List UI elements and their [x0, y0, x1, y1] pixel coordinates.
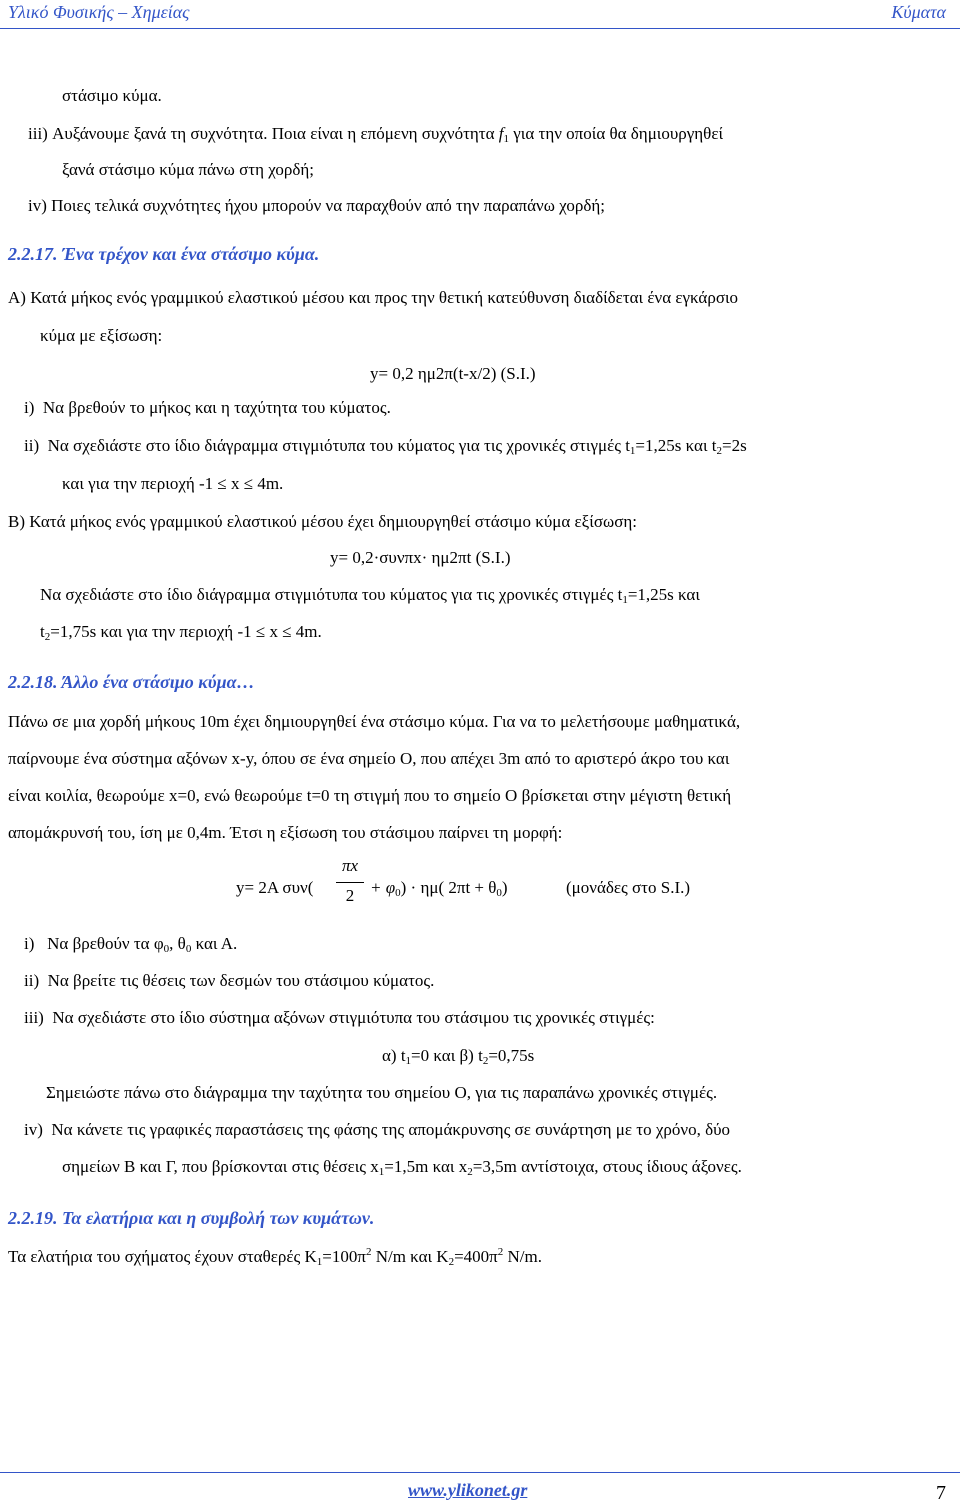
s18-ii — [24, 971, 434, 991]
symbol-f: f — [498, 124, 504, 143]
text: Τα ελατήρια του σχήματος έχουν σταθερές Κ — [8, 1247, 317, 1266]
sub: 2 — [467, 1166, 473, 1178]
s17-i — [24, 398, 391, 418]
text: =3,5m αντίστοιχα, στους ίδιους άξονες. — [472, 1157, 742, 1176]
item-label: iii) — [24, 1008, 44, 1027]
eq-fraction-bar — [336, 882, 364, 883]
text: Να σχεδιάστε στο ίδιο διάγραμμα στιγμιότυπα του κύματος για τις χρονικές στιγμές t — [40, 585, 623, 604]
s18-iii — [24, 1008, 655, 1028]
text: =1,75s και για την περιοχή -1 ≤ x ≤ 4m. — [50, 622, 322, 641]
text: t — [40, 622, 45, 641]
text: Να σχεδιάστε στο ίδιο σύστημα αξόνων στιγμιότυπα του στάσιμου τις χρονικές στιγμές: — [52, 1008, 655, 1027]
text: =400π — [454, 1247, 498, 1266]
text: Ποιες τελικά συχνότητες ήχου μπορούν να παραχθούν από την παραπάνω χορδή; — [51, 196, 605, 215]
text: για την οποία θα δημιουργηθεί — [513, 124, 724, 143]
text: α) t — [382, 1046, 406, 1065]
item-label: ii) — [24, 436, 40, 455]
footer-website-link[interactable]: www.ylikonet.gr — [408, 1480, 528, 1500]
text: =1,5m και x — [384, 1157, 468, 1176]
text: =0,75s — [488, 1046, 535, 1065]
sub: 0 — [395, 887, 401, 899]
text: Να βρεθούν τα φ — [47, 934, 164, 953]
s17-B2 — [40, 585, 700, 605]
s17-eq2: y= 0,2·συνπx· ημ2πt (S.I.) — [330, 548, 511, 567]
item-label: iv) — [28, 196, 47, 215]
text: N/m και Κ — [371, 1247, 449, 1266]
text: N/m. — [503, 1247, 542, 1266]
item-label: i) — [24, 398, 35, 417]
eq-denominator: 2 — [345, 886, 355, 905]
text: =1,25s και — [627, 585, 700, 604]
text: =1,25s και t — [635, 436, 717, 455]
section-title-18: 2.2.18. Άλλο ένα στάσιμο κύμα… — [8, 672, 255, 692]
s18-iv — [24, 1120, 730, 1140]
prev-line0: στάσιμο κύμα. — [62, 86, 162, 105]
sup: 2 — [497, 1246, 504, 1258]
text: + φ — [370, 878, 396, 897]
s18-p2: παίρνουμε ένα σύστημα αξόνων x-y, όπου σε ένα σημείο Ο, που απέχει 3m από το αριστερό άκρο του και — [8, 749, 730, 768]
sub: 0 — [496, 887, 502, 899]
prev-iii-cont: ξανά στάσιμο κύμα πάνω στη χορδή; — [62, 160, 314, 179]
text: και Α. — [195, 934, 238, 953]
s18-p3: είναι κοιλία, θεωρούμε x=0, ενώ θεωρούμε t=0 τη στιγμή που το σημείο Ο βρίσκεται στην μέγιστη θετική — [8, 786, 732, 805]
footer-rule — [0, 1472, 960, 1473]
text: Να βρείτε τις θέσεις των δεσμών του στάσιμου κύματος. — [47, 971, 435, 990]
text: Να βρεθούν το μήκος και η ταχύτητα του κύματος. — [42, 398, 391, 417]
sup: 2 — [365, 1246, 372, 1258]
text: Αυξάνουμε ξανά τη συχνότητα. Ποια είναι η επόμενη συχνότητα — [52, 124, 495, 143]
s18-times — [382, 1046, 534, 1066]
s17-ii-cont: και για την περιοχή -1 ≤ x ≤ 4m. — [62, 474, 284, 493]
text: , θ — [169, 934, 186, 953]
s18-eq-right — [370, 878, 508, 898]
s18-p4: απομάκρυνσή του, ίση με 0,4m. Έτσι η εξίσωση του στάσιμου παίρνει τη μορφή: — [8, 823, 563, 842]
s18-eq-units: (μονάδες στο S.I.) — [566, 878, 691, 897]
sub: 2 — [44, 631, 51, 643]
s18-p1: Πάνω σε μια χορδή μήκους 10m έχει δημιουργηθεί ένα στάσιμο κύμα. Για να το μελετήσουμε μαθηματικά, — [8, 712, 741, 731]
s17-eq1: y= 0,2 ημ2π(t-x/2) (S.I.) — [370, 364, 536, 383]
s19-p — [8, 1247, 542, 1267]
sub: 1 — [378, 1166, 385, 1178]
s17-ii — [24, 436, 747, 456]
sub: 0 — [185, 943, 192, 955]
s18-eq-left: y= 2A συν( — [236, 878, 314, 897]
item-label: ii) — [24, 971, 40, 990]
eq-numerator: πx — [341, 856, 359, 875]
s17-A: Α) Κατά μήκος ενός γραμμικού ελαστικού μέσου και προς την θετική κατεύθυνση διαδίδεται ένα εγκάρσιο — [8, 288, 739, 307]
sub: 2 — [448, 1256, 455, 1268]
item-label: iv) — [24, 1120, 43, 1139]
sub: 0 — [163, 943, 170, 955]
text: =2s — [722, 436, 747, 455]
s18-i — [24, 934, 237, 954]
sub: 1 — [503, 133, 510, 145]
item-label: iii) — [28, 124, 48, 143]
header-left: Υλικό Φυσικής – Χημείας — [8, 2, 190, 22]
item-label: i) — [24, 934, 35, 953]
sub: 2 — [716, 445, 722, 457]
sub: 1 — [316, 1256, 323, 1268]
s18-iv-cont — [62, 1157, 742, 1177]
sub: 1 — [622, 594, 628, 606]
text: ) · ημ( 2πt + θ — [400, 878, 497, 897]
s17-A-cont: κύμα με εξίσωση: — [40, 326, 163, 345]
prev-iii — [28, 124, 723, 144]
text: Να σχεδιάστε στο ίδιο διάγραμμα στιγμιότυπα του κύματος για τις χρονικές στιγμές t — [47, 436, 630, 455]
s17-B3 — [40, 622, 322, 642]
text: ) — [501, 878, 508, 897]
section-title-17: 2.2.17. Ένα τρέχον και ένα στάσιμο κύμα. — [8, 244, 320, 264]
page-number: 7 — [936, 1482, 946, 1504]
s17-B: Β) Κατά μήκος ενός γραμμικού ελαστικού μέσου έχει δημιουργηθεί στάσιμο κύμα εξίσωση: — [8, 512, 637, 531]
text: σημείων Β και Γ, που βρίσκονται στις θέσεις x — [62, 1157, 379, 1176]
s18-note: Σημειώστε πάνω στο διάγραμμα την ταχύτητα του σημείου Ο, για τις παραπάνω χρονικές στιγμές. — [46, 1083, 718, 1102]
sub: 1 — [629, 445, 636, 457]
sub: 1 — [405, 1055, 412, 1067]
section-title-19: 2.2.19. Τα ελατήρια και η συμβολή των κυμάτων. — [8, 1208, 375, 1228]
text: =100π — [322, 1247, 366, 1266]
header-rule — [0, 28, 960, 29]
prev-iv — [28, 196, 605, 216]
sub: 2 — [482, 1055, 489, 1067]
text: Να κάνετε τις γραφικές παραστάσεις της φάσης της απομάκρυνσης σε συνάρτηση με το χρόνο, δύο — [51, 1120, 731, 1139]
header-right: Κύματα — [891, 2, 946, 22]
text: =0 και β) t — [411, 1046, 483, 1065]
